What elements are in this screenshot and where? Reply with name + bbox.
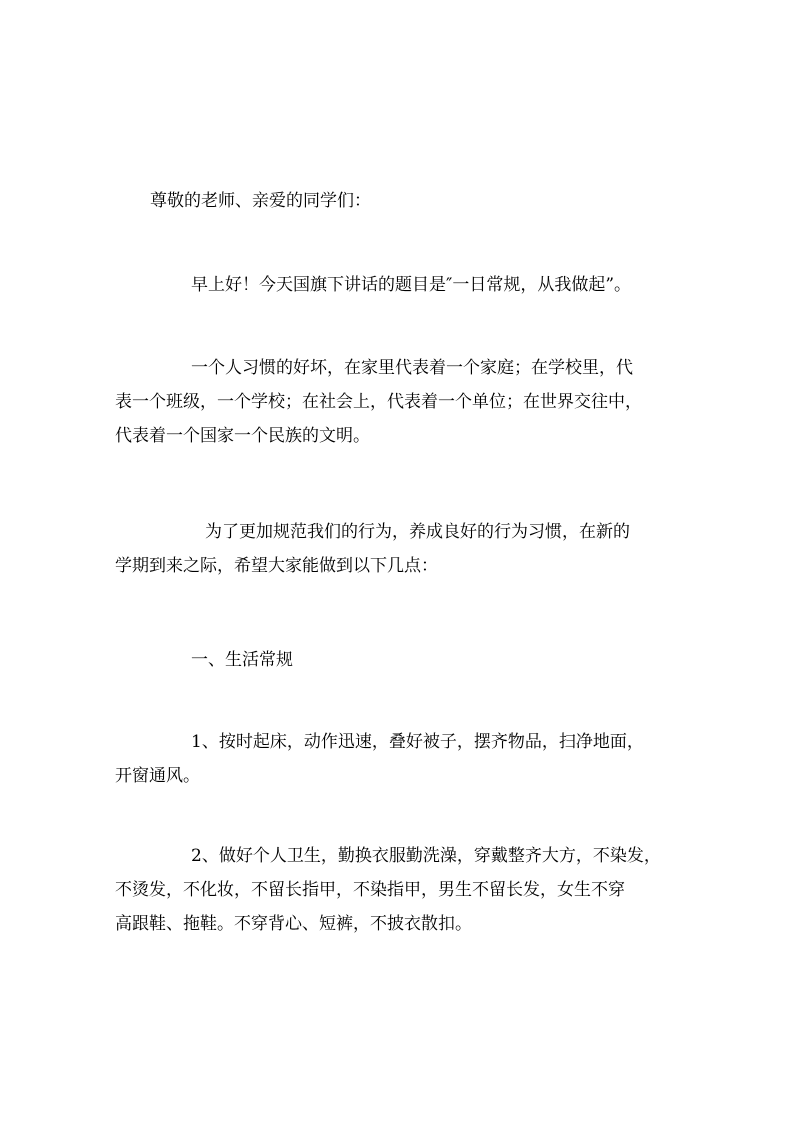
text-line: 开窗通风。 [115,766,200,786]
text-line: 不烫发，不化妆，不留长指甲，不染指甲，男生不留长发，女生不穿 [115,880,625,900]
section-heading-life-routine [115,643,681,677]
text-line: 早上好！今天国旗下讲话的题目是″一日常规，从我做起”。 [191,275,632,295]
text-line: 为了更加规范我们的行为，养成良好的行为习惯，在新的 [205,522,630,542]
purpose-paragraph [115,515,681,583]
habits-paragraph [115,351,681,453]
salutation-paragraph [115,184,681,218]
text-line: 一、生活常规 [191,650,293,670]
list-item [115,839,681,941]
text-line: 学期到来之际，希望大家能做到以下几点： [115,556,438,576]
text-line: 表一个班级，一个学校；在社会上，代表着一个单位；在世界交往中， [115,392,642,412]
text-line: 代表着一个国家一个民族的文明。 [115,426,370,446]
text-line: 1、按时起床，动作迅速，叠好被子，摆齐物品，扫净地面， [191,732,644,752]
greeting-paragraph [115,268,681,302]
text-line: 尊敬的老师、亲爱的同学们： [150,191,371,211]
text-line: 一个人习惯的好坏，在家里代表着一个家庭；在学校里，代 [191,358,633,378]
text-line: 2、做好个人卫生，勤换衣服勤洗澡，穿戴整齐大方，不染发， [191,846,661,866]
list-item [115,725,681,793]
text-line: 高跟鞋、拖鞋。不穿背心、短裤，不披衣散扣。 [115,914,472,934]
